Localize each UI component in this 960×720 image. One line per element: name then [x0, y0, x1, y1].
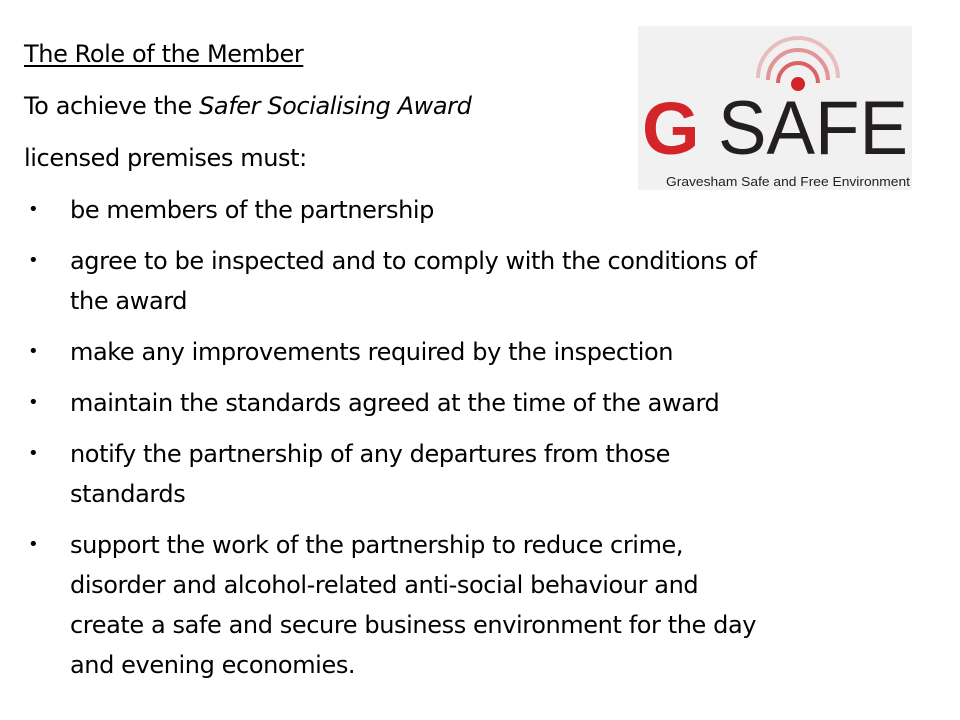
slide-heading: The Role of the Member — [24, 40, 304, 68]
list-item-line: be members of the partnership — [70, 196, 435, 224]
intro-line-2: licensed premises must: — [24, 144, 307, 172]
list-item-line: and evening economies. — [70, 651, 356, 679]
gsafe-logo-graphic — [638, 26, 912, 190]
logo-letter-g: G — [642, 87, 700, 170]
list-item-line: standards — [70, 480, 186, 508]
bullet-icon: • — [28, 392, 39, 413]
logo-tagline: Gravesham Safe and Free Environment — [666, 174, 911, 189]
bullet-icon: • — [28, 341, 39, 362]
list-item — [24, 190, 944, 230]
bullet-icon: • — [28, 250, 39, 271]
list-item-line: make any improvements required by the inspection — [70, 338, 674, 366]
list-item-line: maintain the standards agreed at the time of the award — [70, 389, 720, 417]
award-name: Safer Socialising Award — [199, 92, 472, 120]
intro-prefix: To achieve the — [24, 92, 200, 120]
list-item-line: disorder and alcohol-related anti-social behaviour and — [70, 571, 699, 599]
list-item-line: agree to be inspected and to comply with the conditions of — [70, 247, 757, 275]
list-item-line: the award — [70, 287, 188, 315]
list-item — [24, 434, 944, 514]
list-item-line: support the work of the partnership to reduce crime, — [70, 531, 684, 559]
bullet-icon: • — [28, 443, 39, 464]
list-item-line: create a safe and secure business environment for the day — [70, 611, 757, 639]
list-item — [24, 241, 944, 321]
list-item-line: notify the partnership of any departures from those — [70, 440, 670, 468]
logo-word-safe: SAFE — [718, 86, 908, 171]
list-item — [24, 525, 944, 685]
list-item — [24, 332, 944, 372]
gsafe-logo — [638, 26, 912, 190]
bullet-icon: • — [28, 199, 39, 220]
requirements-list — [24, 190, 944, 685]
bullet-icon: • — [28, 534, 39, 555]
list-item — [24, 383, 944, 423]
